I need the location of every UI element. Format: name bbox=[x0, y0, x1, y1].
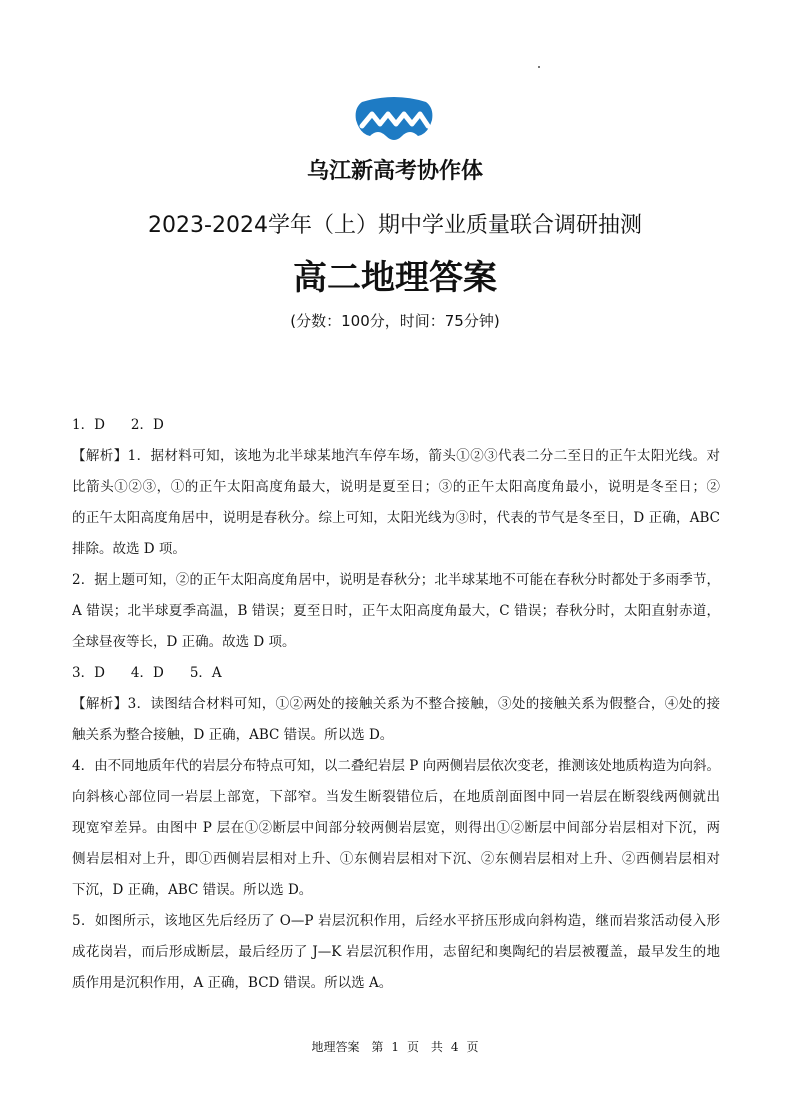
q1-line: 比箭头①②③，①的正午太阳高度角最大，说明是夏至日；③的正午太阳高度角最小，说明是冬至日；② bbox=[72, 479, 720, 495]
q2-line: 全球昼夜等长，D 正确。故选 D 项。 bbox=[72, 634, 296, 650]
exam-info: (分数：100分，时间：75分钟) bbox=[290, 312, 500, 330]
footer-page-unit: 页 bbox=[406, 1040, 419, 1054]
answer-2: 2．D bbox=[130, 417, 164, 433]
footer-page-number: 1 bbox=[391, 1040, 399, 1054]
q1-line: 排除。故选 D 项。 bbox=[72, 541, 186, 557]
q1-line: 【解析】1．据材料可知，该地为北半球某地汽车停车场，箭头①②③代表二分二至日的正午太阳光线。对 bbox=[72, 448, 720, 464]
footer-total-prefix: 共 bbox=[430, 1040, 443, 1054]
q5-line: 质作用是沉积作用，A 正确，BCD 错误。所以选 A。 bbox=[72, 975, 393, 991]
answer-content bbox=[72, 410, 720, 999]
q3-line: 【解析】3．读图结合材料可知，①②两处的接触关系为不整合接触，③处的接触关系为假整合，④处的接 bbox=[72, 696, 720, 712]
footer-total-unit: 页 bbox=[466, 1040, 479, 1054]
q4-line: 4．由不同地质年代的岩层分布特点可知，以二叠纪岩层 P 向两侧岩层依次变老，推测该处地质构造为向斜。 bbox=[72, 758, 720, 774]
exam-title: 2023-2024学年（上）期中学业质量联合调研抽测 bbox=[148, 213, 642, 238]
q3-line: 触关系为整合接触，D 正确，ABC 错误。所以选 D。 bbox=[72, 727, 394, 743]
scan-speck bbox=[538, 66, 540, 68]
q2-line: 2．据上题可知，②的正午太阳高度角居中，说明是春秋分；北半球某地不可能在春秋分时都处于多雨季节， bbox=[72, 572, 720, 588]
answer-3: 3．D bbox=[72, 665, 105, 681]
footer-subject: 地理答案 bbox=[311, 1040, 360, 1054]
document-title: 高二地理答案 bbox=[293, 258, 497, 298]
footer-page-prefix: 第 bbox=[371, 1040, 384, 1054]
q1-line: 的正午太阳高度角居中，说明是春秋分。综上可知，太阳光线为③时，代表的节气是冬至日，D 正确，ABC bbox=[72, 510, 720, 526]
answer-4: 4．D bbox=[130, 665, 164, 681]
q4-line: 侧岩层相对上升，即①西侧岩层相对上升、①东侧岩层相对下沉、②东侧岩层相对上升、②西侧岩层相对 bbox=[72, 851, 720, 867]
answer-row-1-2 bbox=[72, 410, 720, 441]
organization-logo bbox=[352, 96, 436, 148]
answer-5: 5．A bbox=[189, 665, 222, 681]
organization-name: 乌江新高考协作体 bbox=[306, 159, 483, 184]
q2-line: A 错误；北半球夏季高温，B 错误；夏至日时，正午太阳高度角最大，C 错误；春秋分时，太阳直射赤道， bbox=[72, 603, 720, 619]
q5-line: 5．如图所示，该地区先后经历了 O—P 岩层沉积作用，后经水平挤压形成向斜构造，继而岩浆活动侵入形 bbox=[72, 913, 720, 929]
answer-1: 1．D bbox=[72, 417, 105, 433]
q4-line: 下沉，D 正确，ABC 错误。所以选 D。 bbox=[72, 882, 313, 898]
footer-total-pages: 4 bbox=[450, 1040, 459, 1054]
answer-row-3-5 bbox=[72, 658, 720, 689]
q4-line: 向斜核心部位同一岩层上部宽，下部窄。当发生断裂错位后，在地质剖面图中同一岩层在断裂线两侧就出 bbox=[72, 789, 720, 805]
page-footer bbox=[0, 1038, 790, 1055]
q5-line: 成花岗岩，而后形成断层，最后经历了 J—K 岩层沉积作用，志留纪和奥陶纪的岩层被覆盖，最早发生的地 bbox=[72, 944, 720, 960]
q4-line: 现宽窄差异。由图中 P 层在①②断层中间部分较两侧岩层宽，则得出①②断层中间部分岩层相对下沉，两 bbox=[72, 820, 720, 836]
